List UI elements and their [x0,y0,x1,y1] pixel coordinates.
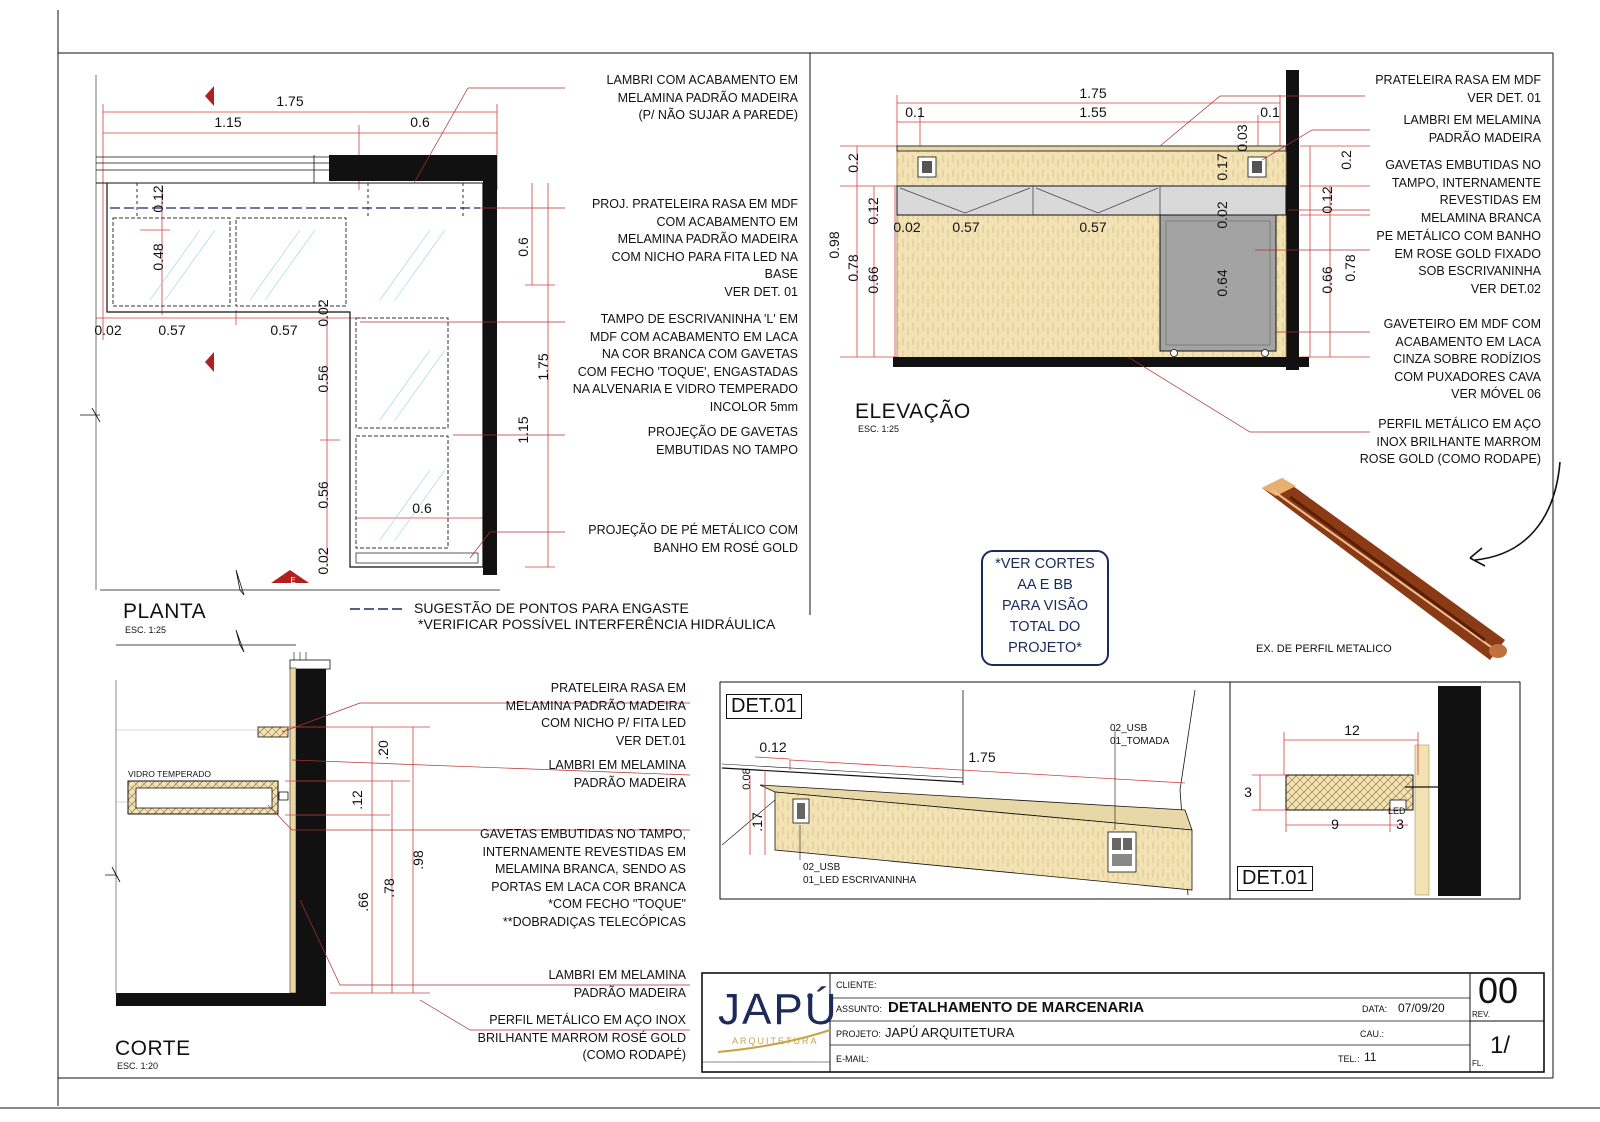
section-note-lambri-2-line-2: PADRÃO MADEIRA [573,985,686,1000]
elev-note-cabinet-line-3: CINZA SOBRE RODÍZIOS [1393,352,1541,366]
plan-note-shelf-line-6: VER DET. 01 [724,284,798,299]
elevation-caster-left [1171,350,1178,357]
profile-arrow [1475,462,1560,560]
subject-value: DETALHAMENTO DE MARCENARIA [888,999,1145,1016]
plan-section-marker-bottom [205,352,214,372]
plan-dim-056-b: 0.56 [315,481,331,509]
elevation-socket-right [1248,157,1266,177]
section-scale: ESC. 1:20 [117,1061,159,1071]
elev-note-shelf-line-1: PRATELEIRA RASA EM MDF [1375,73,1541,87]
elev-note-drawers [1330,157,1541,227]
callout-line-4: TOTAL DO [1009,619,1081,635]
detail-a-dim-008: 0.08 [741,768,753,790]
elev-note-cabinet-line-4: COM PUXADORES CAVA [1394,369,1541,384]
detail-a-dim-017: .17 [749,812,765,832]
elev-note-lambri-line-1: LAMBRI EM MELAMINA [1403,113,1541,127]
elev-dim-066: 0.66 [865,266,881,294]
plan-section-marker-top [205,86,214,106]
elev-note-foot-line-4: VER DET.02 [1470,281,1541,296]
plan-dim-175: 1.75 [276,93,304,109]
detail-b-led-label: LED [1388,806,1406,816]
plan-note-drawers-line-1: PROJEÇÃO DE GAVETAS [647,425,798,439]
tel-value: 11 [1364,1050,1377,1064]
sections-callout [981,550,1109,666]
section-note-shelf [460,680,686,750]
elev-dim-01-left: 0.1 [905,104,925,120]
plan-legend-line-2: *VERIFICAR POSSÍVEL INTERFERÊNCIA HIDRÁULICA [418,616,776,632]
elev-dim-right-078: 0.78 [1342,254,1358,282]
elev-note-cabinet-line-2: ACABAMENTO EM LACA [1395,334,1541,349]
detail-a-usb-bot-2: 01_LED ESCRIVANINHA [803,875,917,886]
elev-note-foot-line-2: EM ROSE GOLD FIXADO [1394,246,1541,261]
plan-note-desktop-line-6: INCOLOR 5mm [709,399,798,414]
plan-note-desktop-line-4: COM FECHO 'TOQUE', ENGASTADAS [577,364,798,379]
section-shelf [258,727,288,737]
plan-note-foot-line-1: PROJEÇÃO DE PÉ METÁLICO COM [588,523,798,537]
detail-a-label: DET.01 [726,694,802,719]
elev-dim-02: 0.2 [845,153,861,173]
elev-note-profile-line-1: PERFIL METÁLICO EM AÇO [1378,417,1541,431]
section-dim-12: .12 [349,790,365,810]
elev-note-profile-line-2: INOX BRILHANTE MARROM [1376,434,1541,449]
plan-note-desktop-line-5: NA ALVENARIA E VIDRO TEMPERADO [572,382,798,396]
elevation-baseboard [893,357,1309,367]
elev-note-foot [1330,228,1541,298]
email-label: E-MAIL: [836,1054,869,1064]
section-note-lambri-2-line-1: LAMBRI EM MELAMINA [548,968,686,982]
section-note-drawers [440,826,686,931]
metal-profile-image [1262,462,1560,660]
cau-label: CAU.: [1360,1029,1385,1039]
plan-marker-letter: E [290,576,296,585]
elevation-caster-right [1262,350,1269,357]
logo-wordmark: JAPÚ [718,985,839,1034]
section-note-profile-line-2: BRILHANTE MARROM ROSÉ GOLD [477,1030,686,1045]
plan-dim-056-a: 0.56 [315,365,331,393]
section-glass-label: VIDRO TEMPERADO [128,769,211,779]
elevation-scale: ESC. 1:25 [858,424,900,434]
elev-note-drawers-line-4: MELAMINA BRANCA [1420,210,1541,225]
plan-dim-057-a: 0.57 [158,322,186,338]
detail-a-dim-012: 0.12 [759,739,787,755]
section-note-shelf-line-1: PRATELEIRA RASA EM [550,681,686,695]
section-note-lambri-1-line-1: LAMBRI EM MELAMINA [548,758,686,772]
revision-value: 00 [1478,970,1519,1011]
elev-dim-right-066: 0.66 [1319,266,1335,294]
subject-label: ASSUNTO: [836,1004,882,1014]
detail-a-dim-175: 1.75 [968,749,996,765]
plan-dim-115: 1.15 [214,114,242,130]
section-note-drawers-line-6: **DOBRADIÇAS TELECÓPICAS [502,914,686,929]
plan-note-desktop-line-1: TAMPO DE ESCRIVANINHA 'L' EM [600,312,798,326]
elev-note-profile [1330,416,1541,469]
plan-note-lambri-line-2: MELAMINA PADRÃO MADEIRA [617,90,798,105]
detail-a-usb-bot-1: 02_USB [803,862,841,873]
plan-dim-115-vertical: 1.15 [515,416,531,444]
elevation-shelf [897,146,1286,151]
plan-note-foot [560,522,798,557]
plan-note-shelf-line-3: MELAMINA PADRÃO MADEIRA [617,232,798,246]
elevation-socket-left [918,157,936,177]
section-note-shelf-line-2: MELAMINA PADRÃO MADEIRA [505,698,686,713]
callout-line-1: *VER CORTES [995,556,1095,572]
detail-b-dim-3: 3 [1244,784,1252,800]
elev-dim-057-a: 0.57 [952,219,980,235]
detail-usb-socket-right [1108,832,1136,872]
tel-label: TEL.: [1338,1054,1360,1064]
section-note-drawers-line-5: *COM FECHO "TOQUE" [548,897,686,911]
plan-dim-06-vertical: 0.6 [515,237,531,257]
plan-note-shelf-line-1: PROJ. PRATELEIRA RASA EM MDF [591,197,798,211]
plan-dim-057-b: 0.57 [270,322,298,338]
plan-dim-06-inner: 0.6 [412,500,432,516]
plan-scale: ESC. 1:25 [125,625,167,635]
detail-a-usb-top-2: 01_TOMADA [1110,736,1170,747]
plan-dim-002-bottom: 0.02 [315,547,331,575]
revision-label: REV. [1472,1010,1490,1019]
section-dim-66: .66 [355,892,371,912]
plan-dim-002-mid: 0.02 [315,299,331,327]
elev-note-drawers-line-1: GAVETAS EMBUTIDAS NO [1385,158,1541,172]
elev-note-lambri [1330,112,1541,147]
logo-subtitle: ARQUITETURA [732,1036,819,1046]
callout-line-3: PARA VISÃO [1002,598,1088,614]
plan-note-shelf [560,196,798,301]
detail-b-wall [1438,686,1481,896]
elev-note-drawers-line-2: TAMPO, INTERNAMENTE [1391,175,1541,190]
elev-note-lambri-line-2: PADRÃO MADEIRA [1428,130,1541,145]
plan-note-lambri-line-3: (P/ NÃO SUJAR A PAREDE) [638,108,798,122]
plan-note-drawers [570,424,798,459]
section-note-shelf-line-4: VER DET.01 [615,733,686,748]
plan-dim-002-left: 0.02 [94,322,122,338]
elev-note-shelf-line-2: VER DET. 01 [1467,90,1541,105]
plan-note-foot-line-2: BANHO EM ROSÉ GOLD [653,540,798,555]
plan-glass-hatch [150,230,445,540]
elev-dim-057-b: 0.57 [1079,219,1107,235]
elev-dim-078: 0.78 [845,254,861,282]
plan-note-shelf-line-2: COM ACABAMENTO EM [656,214,798,229]
callout-line-2: AA E BB [1017,577,1073,593]
plan-note-drawers-line-2: EMBUTIDAS NO TAMPO [656,442,798,457]
section-wall [296,668,326,993]
date-label: DATA: [1362,1004,1388,1014]
detail-b-dim-3b: 3 [1396,816,1404,832]
elevation-title: ELEVAÇÃO [855,400,971,423]
section-note-drawers-line-2: INTERNAMENTE REVESTIDAS EM [482,844,686,859]
elev-note-foot-line-3: SOB ESCRIVANINHA [1418,264,1541,278]
plan-dim-06: 0.6 [410,114,430,130]
elev-dim-098: 0.98 [826,231,842,259]
elev-note-shelf [1330,72,1541,107]
elev-note-cabinet-line-1: GAVETEIRO EM MDF COM [1383,317,1541,331]
date-value: 07/09/20 [1398,1001,1445,1015]
detail-usb-socket-left [793,799,809,823]
callout-line-5: PROJETO* [1008,640,1082,656]
elevation-wall [1286,70,1299,370]
section-note-shelf-line-3: COM NICHO P/ FITA LED [541,716,686,730]
plan-title: PLANTA [123,600,207,623]
sheet-label: FL. [1472,1059,1484,1068]
plan-wall-right [483,155,497,575]
plan-dim-048: 0.48 [150,243,166,271]
elev-dim-012: 0.12 [865,197,881,225]
plan-note-desktop-line-3: NA COR BRANCA COM GAVETAS [601,347,798,361]
profile-caption: EX. DE PERFIL METALICO [1256,643,1392,655]
section-dimension-texts [128,740,426,912]
elev-dim-017: 0.17 [1214,153,1230,181]
elev-dim-155: 1.55 [1079,104,1107,120]
elev-note-drawers-line-3: REVESTIDAS EM [1439,193,1541,207]
elev-dim-003: 0.03 [1234,124,1250,152]
elev-dim-175: 1.75 [1079,85,1107,101]
elev-dim-002: 0.02 [893,219,921,235]
elevation-view [826,70,1370,432]
project-value: JAPÚ ARQUITETURA [885,1025,1015,1040]
project-label: PROJETO: [836,1029,881,1039]
section-note-lambri-2 [460,967,686,1002]
section-note-drawers-line-1: GAVETAS EMBUTIDAS NO TAMPO, [479,827,686,841]
client-label: CLIENTE: [836,980,877,990]
plan-metal-foot [356,553,478,563]
section-dim-78: .78 [381,878,397,898]
section-dim-98: .98 [410,850,426,870]
elev-dim-01-right: 0.1 [1260,104,1280,120]
section-note-profile-line-1: PERFIL METÁLICO EM AÇO INOX [489,1013,686,1027]
plan-note-lambri [570,72,798,125]
section-note-drawers-line-4: PORTAS EM LACA COR BRANCA [491,879,686,894]
elev-dim-right-02: 0.2 [1338,150,1354,170]
detail-a-usb-top-1: 02_USB [1110,723,1148,734]
plan-note-shelf-line-4: COM NICHO PARA FITA LED NA [611,249,798,264]
section-note-profile-line-3: (COMO RODAPÉ) [582,1048,686,1062]
plan-dim-012: 0.12 [150,185,166,213]
section-note-drawers-line-3: MELAMINA BRANCA, SENDO AS [494,862,686,876]
elev-note-cabinet-line-5: VER MÓVEL 06 [1451,387,1541,401]
plan-note-desktop-line-2: MDF COM ACABAMENTO EM LACA [589,329,798,344]
elev-note-foot-line-1: PE METÁLICO COM BANHO [1376,229,1541,243]
plan-note-desktop [550,311,798,416]
sheet-value: 1/ [1490,1032,1511,1059]
plan-dim-175-vertical: 1.75 [535,353,551,381]
detail-b-label: DET.01 [1237,866,1313,891]
section-title: CORTE [115,1037,191,1060]
section-dim-20: .20 [375,740,391,760]
section-floor [116,993,326,1006]
elev-note-cabinet [1330,316,1541,404]
section-note-profile [440,1012,686,1065]
plan-legend-line-1: SUGESTÃO DE PONTOS PARA ENGASTE [414,600,689,616]
elev-dim-002-right: 0.02 [1214,201,1230,229]
plan-note-lambri-line-1: LAMBRI COM ACABAMENTO EM [606,73,798,87]
detail-b-dim-9: 9 [1331,816,1339,832]
elev-dim-right-012: 0.12 [1319,186,1335,214]
plan-view [80,75,565,609]
detail-b-dim-12: 12 [1344,722,1360,738]
elev-note-profile-line-3: ROSE GOLD (COMO RODAPE) [1359,452,1541,466]
section-note-lambri-1-line-2: PADRÃO MADEIRA [573,775,686,790]
elev-dim-064: 0.64 [1214,269,1230,297]
plan-note-shelf-line-5: BASE [764,267,798,281]
section-note-lambri-1 [460,757,686,792]
